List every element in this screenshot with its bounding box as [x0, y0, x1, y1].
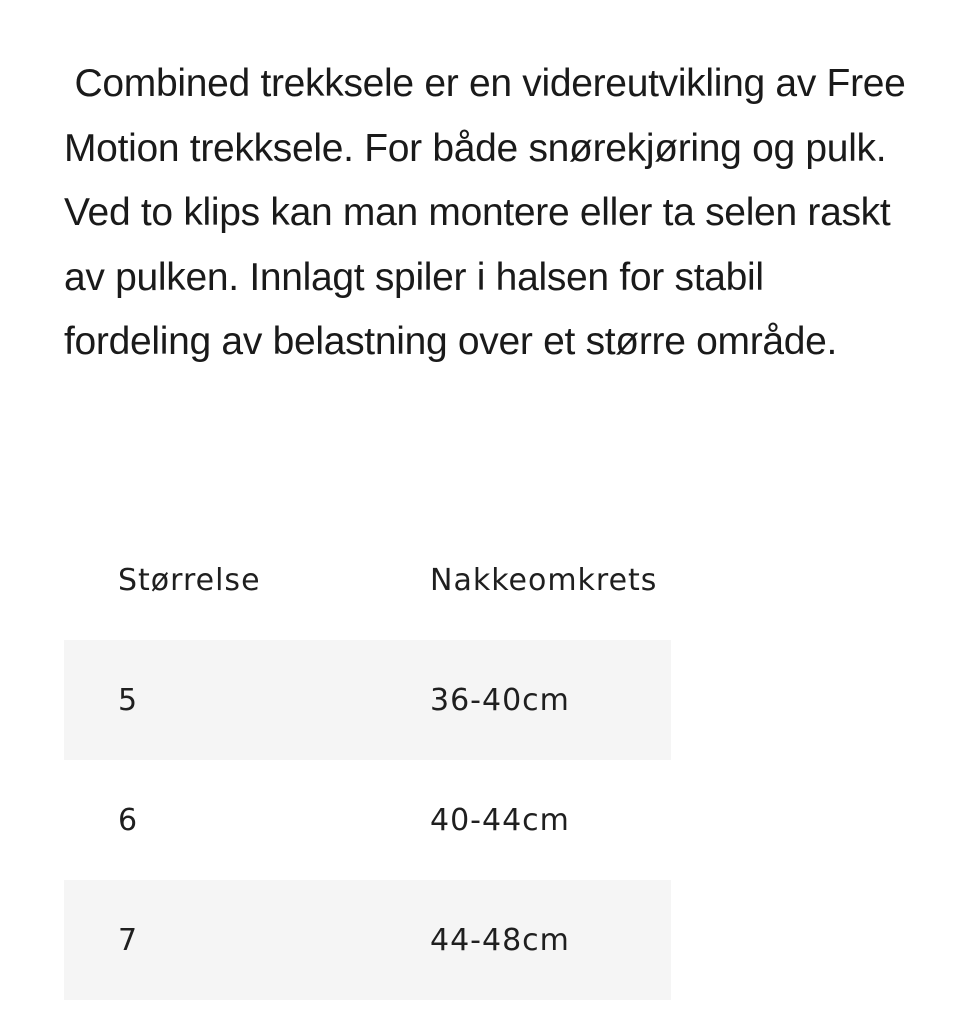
size-table: [64, 520, 671, 1000]
size-table-header: [64, 520, 671, 640]
table-header-row: [64, 520, 671, 640]
table-row: [64, 760, 671, 880]
header-size: Størrelse: [118, 562, 261, 598]
size-cell: 6: [118, 802, 139, 838]
header-neck-circumference: Nakkeomkrets: [430, 562, 658, 598]
size-cell: 5: [118, 682, 139, 718]
neck-cell: 36-40cm: [430, 682, 570, 718]
product-description: Combined trekksele er en videreutvikling av Free Motion trekksele. For både snørekjøring og pulk. Ved to klips kan man montere eller ta selen raskt av pulken. Innlagt spiler i halsen for stabil fordeling av belastning over et større område.: [64, 62, 917, 363]
neck-cell: 44-48cm: [430, 922, 570, 958]
neck-cell: 40-44cm: [430, 802, 570, 838]
table-row: [64, 880, 671, 1000]
size-cell: 7: [118, 922, 139, 958]
size-table-body: [64, 640, 671, 1000]
table-row: [64, 640, 671, 760]
